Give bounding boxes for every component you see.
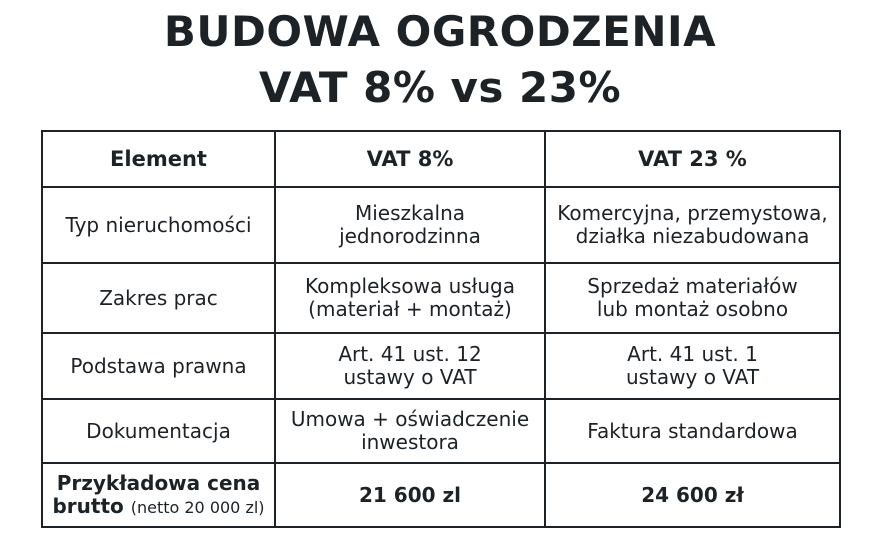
cell-vat-8-price: 21 600 zl — [275, 463, 545, 527]
cell-vat-23: Komercyjna, przemystowa, działka niezabudowana — [545, 187, 840, 263]
price-label-bold: brutto — [52, 493, 124, 518]
cell-vat-23: Sprzedaż materiałów lub montaż osobno — [545, 263, 840, 333]
header-element: Element — [42, 131, 275, 187]
cell-vat-8: Mieszkalna jednorodzinna — [275, 187, 545, 263]
row-label — [42, 463, 275, 527]
table-row-documentation — [42, 399, 840, 463]
cell-vat-23-price: 24 600 zł — [545, 463, 840, 527]
page-title-line-1: BUDOWA OGRODZENIA — [163, 7, 717, 56]
price-label-net-note: (netto 20 000 zl) — [130, 497, 265, 517]
row-label: Podstawa prawna — [42, 333, 275, 399]
table-header-row — [42, 131, 840, 187]
row-label: Zakres prac — [42, 263, 275, 333]
header-vat-23: VAT 23 % — [545, 131, 840, 187]
cell-vat-23: Art. 41 ust. 1 ustawy o VAT — [545, 333, 840, 399]
row-label: Typ nieruchomości — [42, 187, 275, 263]
table-row-legal-basis — [42, 333, 840, 399]
header-vat-8: VAT 8% — [275, 131, 545, 187]
table-row-property-type — [42, 187, 840, 263]
cell-vat-23: Faktura standardowa — [545, 399, 840, 463]
table-row-scope-of-work — [42, 263, 840, 333]
table-row-example-price — [42, 463, 840, 527]
price-label-line-1: Przykładowa cena — [56, 470, 261, 495]
cell-vat-8: Art. 41 ust. 12 ustawy o VAT — [275, 333, 545, 399]
comparison-table — [41, 130, 841, 528]
page-title-line-2: VAT 8% vs 23% — [258, 63, 622, 112]
row-label: Dokumentacja — [42, 399, 275, 463]
cell-vat-8: Umowa + oświadczenie inwestora — [275, 399, 545, 463]
cell-vat-8: Kompleksowa usługa (materiał + montaż) — [275, 263, 545, 333]
